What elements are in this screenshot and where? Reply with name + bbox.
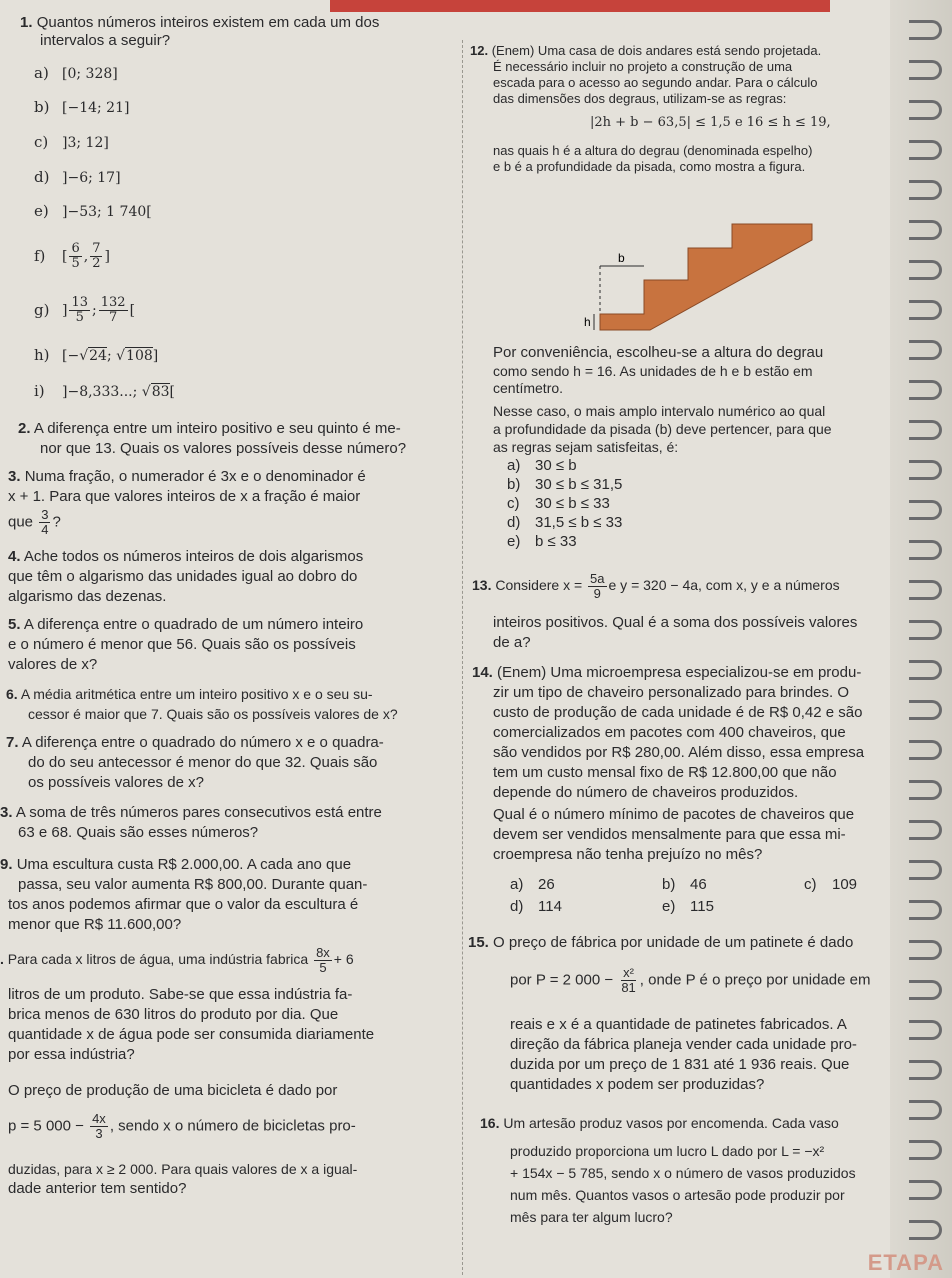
binding-ring-icon bbox=[909, 1100, 942, 1120]
q10-line4: quantidade x de água pode ser consumida diariamente bbox=[8, 1026, 375, 1043]
binding-ring-icon bbox=[909, 740, 942, 760]
q1-item-b: b) [−14; 21] bbox=[34, 98, 130, 116]
q5-line1: 5. A diferença entre o quadrado de um número inteiro bbox=[8, 616, 364, 633]
q16-line1: 16. Um artesão produz vasos por encomenda. Cada vaso bbox=[480, 1115, 839, 1131]
binding-ring-icon bbox=[909, 420, 942, 440]
q12-line3: escada para o acesso ao segundo andar. Para o cálculo bbox=[493, 75, 818, 90]
q14-line10: croempresa não tenha prejuízo no mês? bbox=[493, 846, 763, 863]
q12-option-b: b) 30 ≤ b ≤ 31,5 bbox=[507, 476, 623, 493]
binding-ring-icon bbox=[909, 1220, 942, 1240]
q12-option-e: e) b ≤ 33 bbox=[507, 533, 577, 550]
q11-line3: duzidas, para x ≥ 2 000. Para quais valores de x a igual- bbox=[8, 1161, 358, 1177]
q15-line1: 15. O preço de fábrica por unidade de um patinete é dado bbox=[468, 934, 854, 951]
q1-item-a: a) [0; 328] bbox=[34, 64, 118, 82]
q16-line2: produzido proporciona um lucro L dado por L = −x² bbox=[510, 1143, 825, 1159]
binding-ring-icon bbox=[909, 260, 942, 280]
q14-option-e: e) 115 bbox=[662, 898, 714, 915]
binding-ring-icon bbox=[909, 540, 942, 560]
q12-option-a: a) 30 ≤ b bbox=[507, 457, 577, 474]
q16-line4: num mês. Quantos vasos o artesão pode produzir por bbox=[510, 1187, 845, 1203]
q14-option-d: d) 114 bbox=[510, 898, 562, 915]
q14-line1: 14. (Enem) Uma microempresa especializou-se em produ- bbox=[472, 664, 862, 681]
binding-ring-icon bbox=[909, 860, 942, 880]
q8-line1: 3. A soma de três números pares consecutivos está entre bbox=[0, 804, 382, 821]
binding-ring-icon bbox=[909, 20, 942, 40]
q10-line2: litros de um produto. Sabe-se que essa indústria fa- bbox=[8, 986, 353, 1003]
binding-ring-icon bbox=[909, 1060, 942, 1080]
q14-option-b: b) 46 bbox=[662, 876, 707, 893]
q1-line2: intervalos a seguir? bbox=[40, 32, 171, 49]
q3-line3: que $\frac{3}{4}$ ? bbox=[8, 507, 61, 537]
q1-item-f: f) [ $\frac{6}{5}$ , $\frac{7}{2}$ ] bbox=[34, 241, 110, 271]
q14-line5: são vendidos por R$ 280,00. Além disso, essa empresa bbox=[493, 744, 865, 761]
q7-line2: do do seu antecessor é menor do que 32. Quais são bbox=[28, 754, 378, 771]
q12-formula: |2h + b − 63,5| ≤ 1,5 e 16 ≤ h ≤ 19, bbox=[590, 115, 831, 130]
binding-ring-icon bbox=[909, 380, 942, 400]
q16-line3: + 154x − 5 785, sendo x o número de vasos produzidos bbox=[510, 1165, 856, 1181]
binding-ring-icon bbox=[909, 620, 942, 640]
binding-ring-icon bbox=[909, 300, 942, 320]
q7-line1: 7. A diferença entre o quadrado do número x e o quadra- bbox=[6, 734, 384, 751]
publisher-logo: ETAPA bbox=[867, 1250, 944, 1275]
q12-line8: como sendo h = 16. As unidades de h e b estão em bbox=[493, 363, 813, 379]
q15-line2: por P = 2 000 − $\frac{\text{x²}}{81}$ , onde P é o preço por unidade em bbox=[510, 965, 871, 995]
q12-line6: e b é a profundidade da pisada, como mostra a figura. bbox=[493, 159, 806, 174]
binding-ring-icon bbox=[909, 1020, 942, 1040]
binding-ring-icon bbox=[909, 220, 942, 240]
q12-option-d: d) 31,5 ≤ b ≤ 33 bbox=[507, 514, 623, 531]
q9-line1: 9. Uma escultura custa R$ 2.000,00. A cada ano que bbox=[0, 856, 352, 873]
stair-figure bbox=[584, 218, 830, 336]
q1-item-g: g) ] $\frac{13}{5}$ ; $\frac{132}{7}$ [ bbox=[34, 295, 136, 325]
q2-line1: 2. A diferença entre um inteiro positivo e seu quinto é me- bbox=[18, 420, 401, 437]
binding-ring-icon bbox=[909, 660, 942, 680]
q11-line1: O preço de produção de uma bicicleta é dado por bbox=[8, 1082, 338, 1099]
top-color-bar bbox=[330, 0, 830, 12]
q14-option-a: a) 26 bbox=[510, 876, 555, 893]
q12-line2: É necessário incluir no projeto a construção de uma bbox=[493, 59, 793, 74]
stair-shape bbox=[600, 224, 812, 330]
q9-line2: passa, seu valor aumenta R$ 800,00. Durante quan- bbox=[18, 876, 368, 893]
q6-line2: cessor é maior que 7. Quais são os possíveis valores de x? bbox=[28, 706, 398, 722]
q3-line1: 3. Numa fração, o numerador é 3x e o denominador é bbox=[8, 468, 366, 485]
q12-line9: centímetro. bbox=[493, 380, 564, 396]
q11-line2: p = 5 000 − $\frac{4x}{3}$ , sendo x o número de bicicletas pro- bbox=[8, 1111, 356, 1141]
q14-line2: zir um tipo de chaveiro personalizado para brindes. O bbox=[493, 684, 850, 701]
q16-line5: mês para ter algum lucro? bbox=[510, 1209, 673, 1225]
binding-ring-icon bbox=[909, 780, 942, 800]
q14-line4: comercializados em pacotes com 400 chaveiros, que bbox=[493, 724, 846, 741]
q12-line5: nas quais h é a altura do degrau (denominada espelho) bbox=[493, 143, 813, 158]
binding-ring-icon bbox=[909, 820, 942, 840]
q11-line4: dade anterior tem sentido? bbox=[8, 1180, 187, 1197]
q13-line3: de a? bbox=[493, 634, 531, 651]
q4-line2: que têm o algarismo das unidades igual ao dobro do bbox=[8, 568, 358, 585]
q1-item-e: e) ]−53; 1 740[ bbox=[34, 202, 152, 220]
q12-line4: das dimensões dos degraus, utilizam-se as regras: bbox=[493, 91, 787, 106]
q9-line3: tos anos podemos afirmar que o valor da escultura é bbox=[8, 896, 359, 913]
binding-ring-icon bbox=[909, 580, 942, 600]
binding-ring-icon bbox=[909, 460, 942, 480]
binding-ring-icon bbox=[909, 340, 942, 360]
binding-ring-icon bbox=[909, 60, 942, 80]
q15-line4: direção da fábrica planeja vender cada unidade pro- bbox=[510, 1036, 857, 1053]
binding-ring-icon bbox=[909, 940, 942, 960]
q1-item-h: h) [−√24; √108] bbox=[34, 346, 159, 364]
q1-item-d: d) ]−6; 17] bbox=[34, 168, 121, 186]
spiral-binding bbox=[890, 0, 952, 1278]
q7-line3: os possíveis valores de x? bbox=[28, 774, 204, 791]
q6-line1: 6. A média aritmética entre um inteiro positivo x e o seu su- bbox=[6, 686, 373, 702]
q3-line2: x + 1. Para que valores inteiros de x a fração é maior bbox=[8, 488, 361, 505]
q12-option-c: c) 30 ≤ b ≤ 33 bbox=[507, 495, 610, 512]
q12-line10: Nesse caso, o mais amplo intervalo numérico ao qual bbox=[493, 403, 826, 419]
q13-line2: inteiros positivos. Qual é a soma dos possíveis valores bbox=[493, 614, 858, 631]
q14-line6: tem um custo mensal fixo de R$ 12.800,00 que não bbox=[493, 764, 837, 781]
q15-line3: reais e x é a quantidade de patinetes fabricados. A bbox=[510, 1016, 847, 1033]
q1-item-c: c) ]3; 12] bbox=[34, 133, 109, 151]
q10-line1: . Para cada x litros de água, uma indústria fabrica $\frac{8x}{5}$ + 6 bbox=[0, 945, 354, 975]
q4-line1: 4. Ache todos os números inteiros de dois algarismos bbox=[8, 548, 364, 565]
b-label: b bbox=[618, 251, 625, 265]
q1-item-i: i) ]−8,333...; √83[ bbox=[34, 382, 176, 400]
q14-line7: depende do número de chaveiros produzidos. bbox=[493, 784, 799, 801]
binding-ring-icon bbox=[909, 1180, 942, 1200]
binding-ring-icon bbox=[909, 100, 942, 120]
q13-line1: 13. Considere x = $\frac{5a}{9}$ e y = 320 − 4a, com x, y e a números bbox=[472, 571, 840, 601]
binding-ring-icon bbox=[909, 1140, 942, 1160]
q5-line2: e o número é menor que 56. Quais são os possíveis bbox=[8, 636, 356, 653]
q15-line5: duzida por um preço de 1 831 até 1 936 reais. Que bbox=[510, 1056, 850, 1073]
q14-line8: Qual é o número mínimo de pacotes de chaveiros que bbox=[493, 806, 855, 823]
q10-line5: por essa indústria? bbox=[8, 1046, 135, 1063]
q2-line2: nor que 13. Quais os valores possíveis desse número? bbox=[40, 440, 407, 457]
q12-line12: as regras sejam satisfeitas, é: bbox=[493, 439, 679, 455]
q12-line11: a profundidade da pisada (b) deve pertencer, para que bbox=[493, 421, 832, 437]
q14-option-c: c) 109 bbox=[804, 876, 858, 893]
q4-line3: algarismo das dezenas. bbox=[8, 588, 167, 605]
binding-ring-icon bbox=[909, 900, 942, 920]
q12-line1: 12. (Enem) Uma casa de dois andares está sendo projetada. bbox=[470, 43, 822, 58]
binding-ring-icon bbox=[909, 700, 942, 720]
binding-ring-icon bbox=[909, 500, 942, 520]
q12-line7: Por conveniência, escolheu-se a altura do degrau bbox=[493, 344, 824, 361]
h-label: h bbox=[584, 315, 591, 329]
q14-line3: custo de produção de cada unidade é de R$ 0,42 e são bbox=[493, 704, 863, 721]
q5-line3: valores de x? bbox=[8, 656, 98, 673]
q1-line1: 1. Quantos números inteiros existem em cada um dos bbox=[20, 14, 380, 31]
binding-ring-icon bbox=[909, 980, 942, 1000]
q14-line9: devem ser vendidos mensalmente para que essa mi- bbox=[493, 826, 846, 843]
q10-line3: brica menos de 630 litros do produto por dia. Que bbox=[8, 1006, 339, 1023]
q9-line4: menor que R$ 11.600,00? bbox=[8, 916, 182, 933]
binding-ring-icon bbox=[909, 140, 942, 160]
q8-line2: 63 e 68. Quais são esses números? bbox=[18, 824, 259, 841]
binding-ring-icon bbox=[909, 180, 942, 200]
column-divider bbox=[462, 40, 463, 1275]
q15-line6: quantidades x podem ser produzidas? bbox=[510, 1076, 765, 1093]
